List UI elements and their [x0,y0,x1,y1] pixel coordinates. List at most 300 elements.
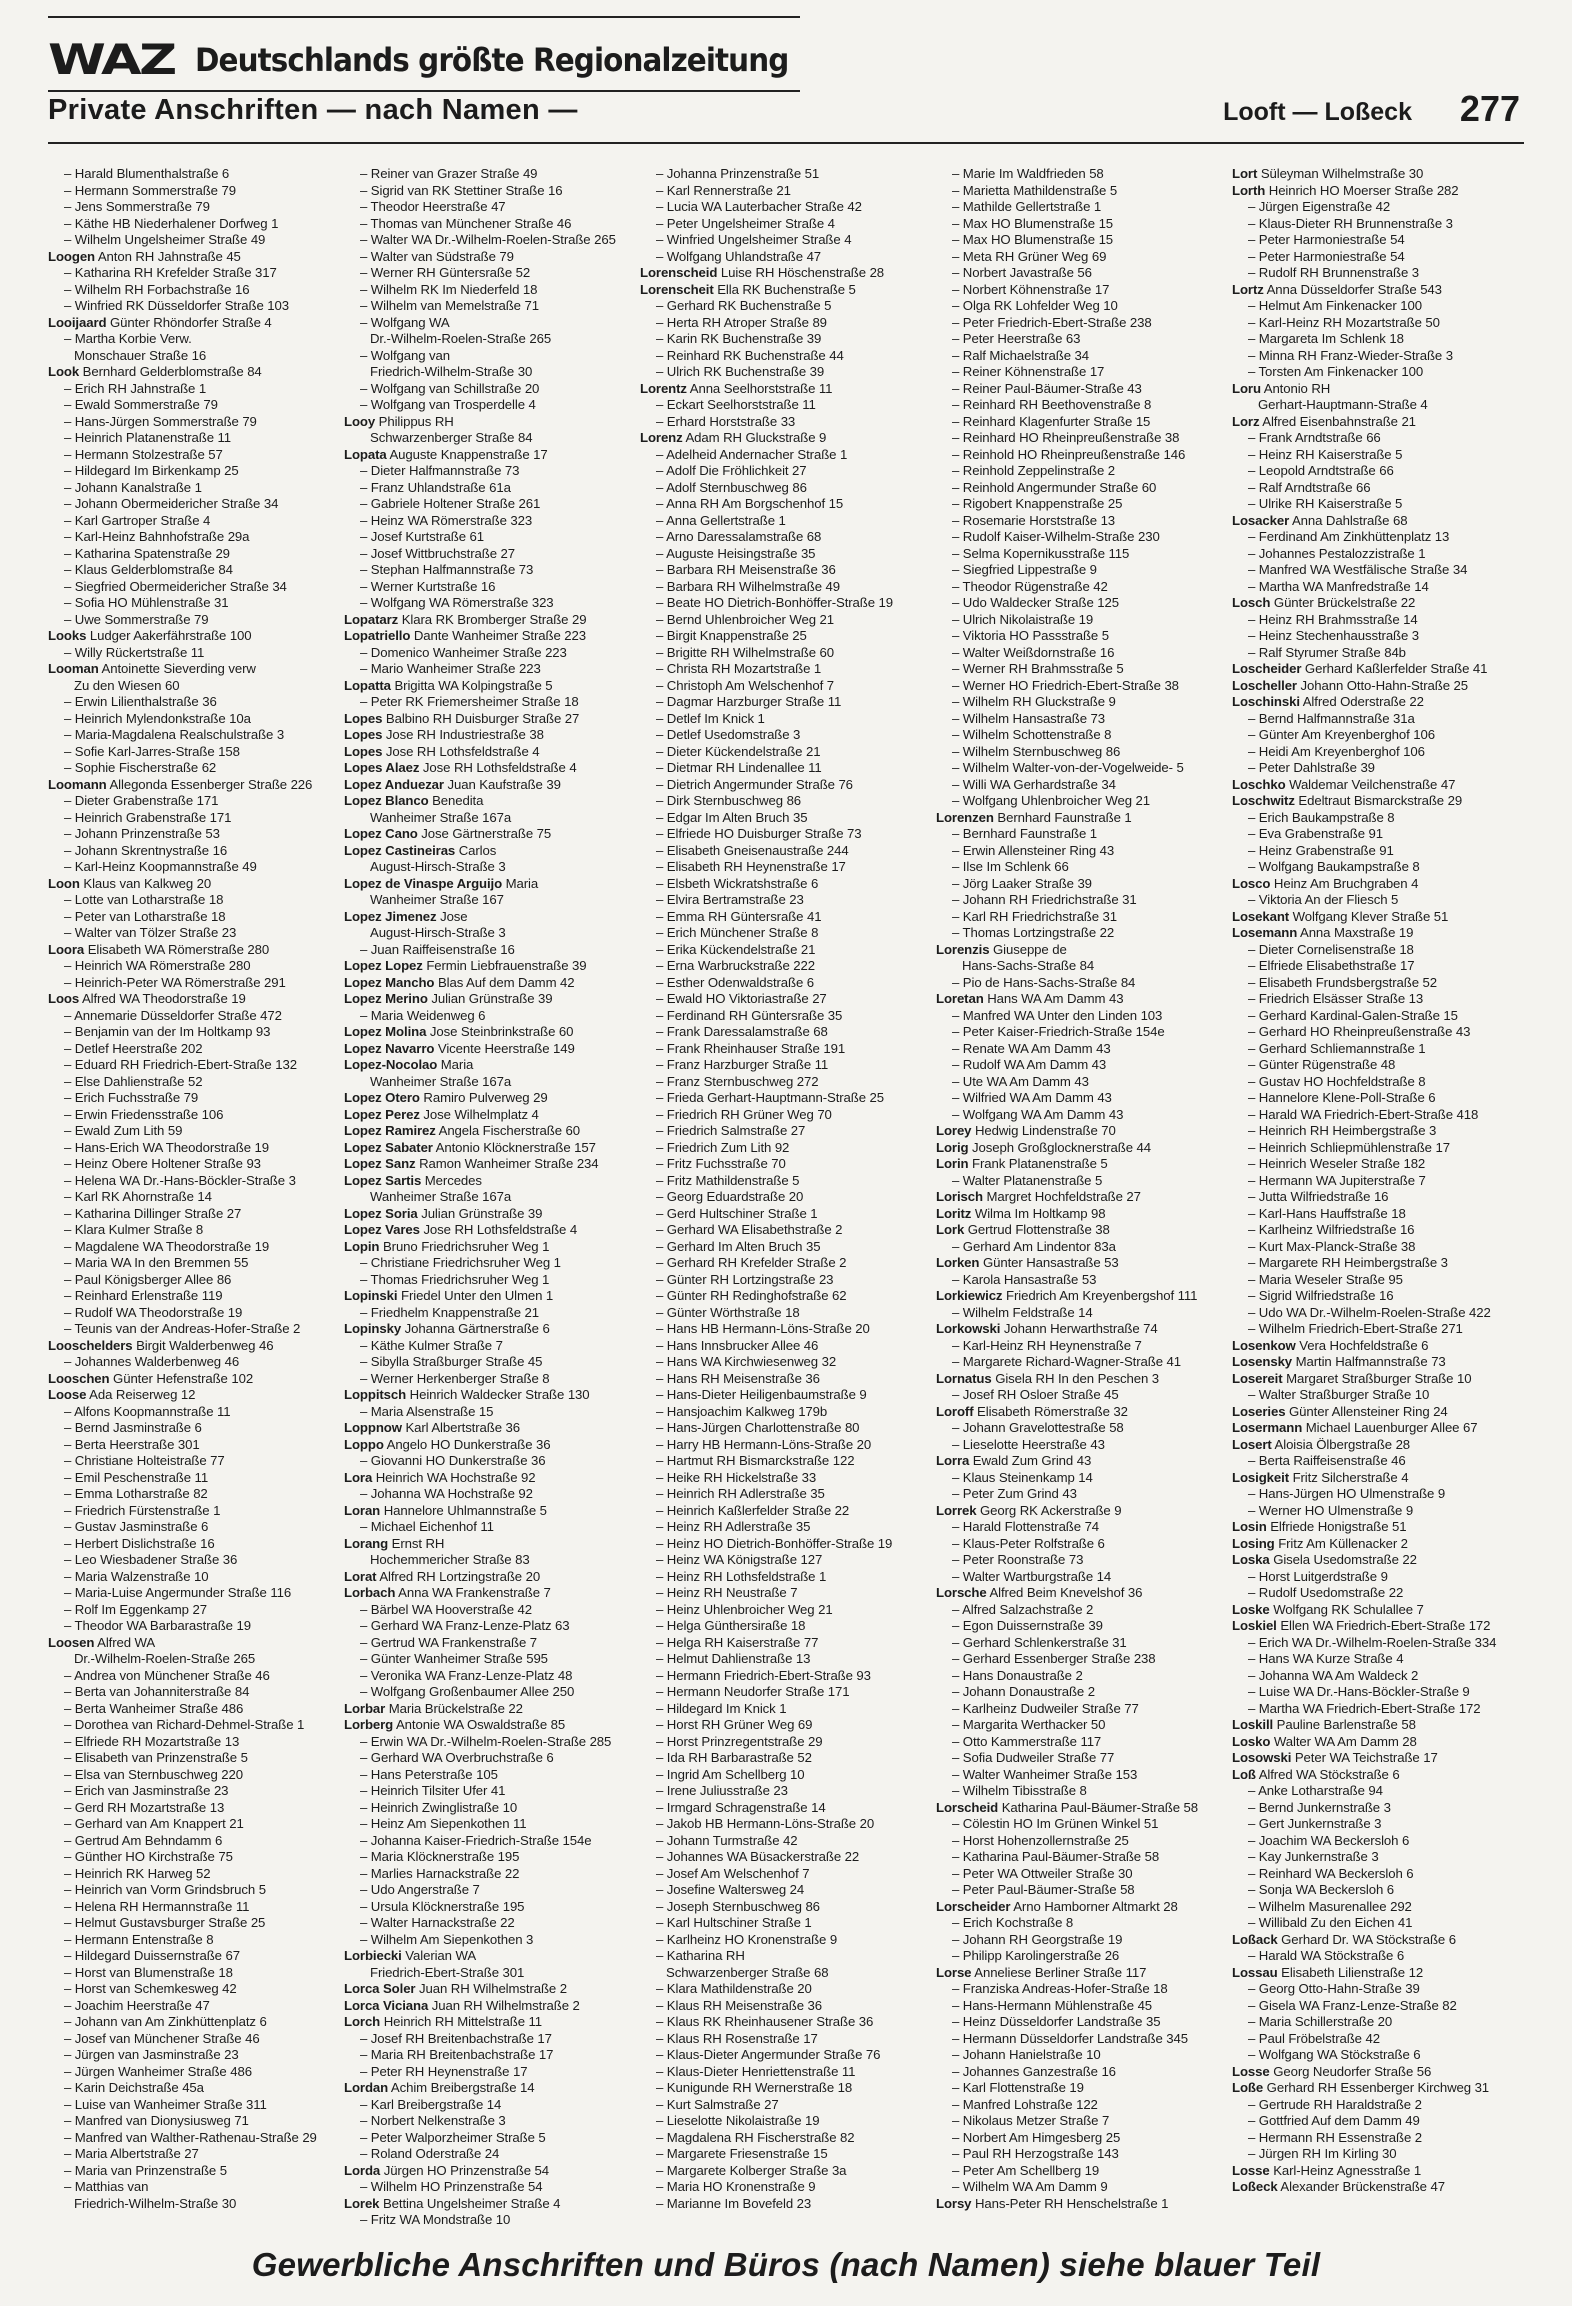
entry-surname-row [1232,1767,1520,1784]
entry-address: Carlos [455,842,497,858]
surname: Lopez Anduezar [344,776,444,792]
entry-address: Antonie WA Oswaldstraße 85 [393,1717,566,1732]
entry-row: – Gert Junkernstraße 3 [1248,1816,1382,1831]
entry-row: – Margarita Werthacker 50 [952,1717,1106,1732]
entry-row: – Gerhard WA Franz-Lenze-Platz 63 [360,1618,570,1633]
entry-row: – Johann Hanielstraße 10 [952,2047,1101,2062]
entry-row: – Gerhard RK Buchenstraße 5 [656,298,832,313]
entry-surname-row [344,1503,632,1520]
surname: Loska [1232,1552,1270,1567]
entry-row: – Margarete Friesenstraße 15 [656,2146,828,2161]
entry-surname-row [1232,2064,1520,2081]
entry-row: – Heinrich-Peter WA Römerstraße 291 [64,974,286,990]
entry-row: – Ute WA Am Damm 43 [952,1073,1089,1089]
surname: Loosen [48,1634,95,1650]
entry-surname-row [936,1140,1224,1157]
entry-row: – Bernd Jasminstraße 6 [64,1420,202,1435]
entry-row: – Wilhelm Masurenallee 292 [1248,1898,1412,1914]
entry-surname-row [1232,166,1520,183]
entry-address: Gertrud Flottenstraße 38 [964,1222,1110,1237]
entry-surname-row [936,1288,1224,1305]
entry-row: – Martha WA Manfredstraße 14 [1248,578,1429,594]
entry-surname-row [344,793,632,810]
entry-row: – Anke Lotharstraße 94 [1248,1783,1383,1798]
surname: Losigkeit [1232,1469,1289,1485]
entry-row: – Dagmar Harzburger Straße 11 [656,694,842,709]
entry-row: – Rudolf WA Theodorstraße 19 [64,1304,243,1320]
surname: Loppo [344,1436,384,1452]
surname: Lorat [344,1568,377,1584]
entry-row: – Selma Kopernikusstraße 115 [952,545,1130,561]
entry-surname-row [1232,1602,1520,1619]
entry-row: – Bernhard Faunstraße 1 [952,826,1098,841]
entry-surname-row [344,2196,632,2213]
entry-row: – Karl Flottenstraße 19 [952,2080,1084,2095]
entry-address: Auguste Knappenstraße 17 [386,446,548,462]
entry-address: Ramon Wanheimer Straße 234 [415,1156,599,1171]
entry-row: – Ida RH Barbarastraße 52 [656,1750,812,1765]
surname: Lorenzen [936,809,994,825]
entry-row: – Helmut Dahlienstraße 13 [656,1651,811,1666]
entry-row: – Josef RH Breitenbachstraße 17 [360,2030,552,2046]
entry-row: – Heinrich RH Heimbergstraße 3 [1248,1123,1437,1138]
entry-row: – Gerhard Essenberger Straße 238 [952,1651,1156,1666]
surname: Looy [344,413,376,429]
entry-address: Klara RK Bromberger Straße 29 [398,611,587,627]
entry-row: – Johanna Kaiser-Friedrich-Straße 154e [360,1832,592,1848]
entry-address: Hans WA Am Damm 43 [983,991,1124,1006]
surname: Losco [1232,875,1271,891]
entry-row: – Egon Duissernstraße 39 [952,1618,1103,1633]
entry-address: Elisabeth WA Römerstraße 280 [84,941,270,957]
entry-address: Ewald Zum Grind 43 [969,1453,1092,1468]
entry-address: Alexander Brückenstraße 47 [1277,2179,1445,2194]
entry-surname-row [344,1470,632,1487]
entry-row: – Cölestin HO Im Grünen Winkel 51 [952,1816,1159,1831]
entry-row: – Heinz RH Lothsfeldstraße 1 [656,1568,827,1584]
entry-row: – Peter Harmoniestraße 54 [1248,232,1405,247]
entry-row: – Wolfgang WA Am Damm 43 [952,1106,1124,1122]
entry-row: – Klaus-Peter Rolfstraße 6 [952,1535,1105,1551]
entry-row: – Karlheinz Dudweiler Straße 77 [952,1700,1139,1716]
entry-continuation: Wanheimer Straße 167a [370,809,512,825]
entry-row: – Peter van Lotharstraße 18 [64,908,226,924]
entry-address: Fermin Liebfrauenstraße 39 [422,958,587,973]
surname: Lopez Merino [344,991,428,1006]
entry-surname-row [48,315,336,332]
entry-surname-row [1232,1536,1520,1553]
entry-row: – Heinrich van Vorm Grindsbruch 5 [64,1882,266,1897]
entry-row: – Dieter Kückendelstraße 21 [656,743,821,759]
entry-continuation: Friedrich-Wilhelm-Straße 30 [370,364,533,379]
entry-row: – Bernd Uhlenbroicher Weg 21 [656,611,835,627]
entry-row: – Peter Dahlstraße 39 [1248,760,1375,775]
entry-surname-row [344,1140,632,1157]
entry-row: – Günter RH Redinghofstraße 62 [656,1288,847,1303]
entry-row: – Walter Harnackstraße 22 [360,1915,515,1930]
entry-row: – Johannes WA Büsackerstraße 22 [656,1849,860,1864]
entry-row: – Arno Daressalamstraße 68 [656,529,822,544]
entry-address: Valerian WA [401,1948,477,1963]
entry-surname-row [48,249,336,266]
entry-address: Karl-Heinz Agnesstraße 1 [1269,2162,1422,2178]
entry-row: – Hans WA Kurze Straße 4 [1248,1651,1404,1666]
entry-address: Balbino RH Duisburger Straße 27 [382,710,580,726]
entry-row: – Josef van Münchener Straße 46 [64,2030,260,2046]
entry-row: – Hermann Entenstraße 8 [64,1931,214,1947]
entry-row: – Jürgen RH Im Kirling 30 [1248,2146,1397,2161]
entry-row: – Gustav Jasminstraße 6 [64,1519,209,1534]
entry-row: – Walter Straßburger Straße 10 [1248,1387,1430,1402]
entry-surname-row [344,612,632,629]
surname: Lorscheider [936,1898,1011,1914]
entry-row: – Gottfried Auf dem Damm 49 [1248,2113,1420,2128]
entry-row: – Detlef Usedomstraße 3 [656,727,801,742]
entry-surname-row [640,265,928,282]
entry-row: – Gerhard RH Krefelder Straße 2 [656,1255,847,1270]
entry-surname-row [344,414,632,431]
entry-address: Blas Auf dem Damm 42 [434,974,575,990]
entry-row: – Heike RH Hickelstraße 33 [656,1469,817,1485]
entry-row: – Horst RH Grüner Weg 69 [656,1717,813,1732]
surname: Lopez Mancho [344,974,435,990]
surname: Lopatta [344,677,391,693]
entry-address: Jose RH Lothsfeldstraße 4 [419,760,577,775]
entry-row: – Frank Arndtstraße 66 [1248,430,1381,445]
entry-address: Frank Platanenstraße 5 [968,1156,1108,1171]
entry-row: – Horst Luitgerdstraße 9 [1248,1568,1388,1584]
surname: Lora [344,1469,373,1485]
entry-surname-row [48,1387,336,1404]
entry-surname-row [1232,1932,1520,1949]
entry-address: Alfred Oderstraße 22 [1299,694,1424,709]
entry-row: – Jakob HB Hermann-Löns-Straße 20 [656,1816,875,1831]
entry-row: – Horst van Schemkesweg 42 [64,1981,237,1996]
entry-row: – Hans-Hermann Mühlenstraße 45 [952,1997,1153,2013]
entry-row: – Adolf Sternbuschweg 86 [656,479,807,495]
surname: Lorenzis [936,941,990,957]
entry-surname-row [344,777,632,794]
entry-row: – Käthe HB Niederhalener Dorfweg 1 [64,215,279,231]
entry-row: – Heinrich RK Harweg 52 [64,1865,211,1881]
surname: Lopez Soria [344,1205,418,1221]
entry-row: – Heinrich Mylendonkstraße 10a [64,710,251,726]
entry-row: – Horst Prinzregentstraße 29 [656,1733,823,1749]
entry-address: Alfred RH Lortzingstraße 20 [376,1568,541,1584]
entry-row: – Peter Zum Grind 43 [952,1486,1077,1501]
entry-address: Anna Dahlstraße 68 [1289,512,1408,528]
entry-row: – Ursula Klöcknerstraße 195 [360,1898,525,1914]
surname: Loßeck [1232,2179,1278,2194]
entry-row: – Manfred WA Westfälische Straße 34 [1248,562,1468,577]
surname: Lopez Jimenez [344,908,437,924]
entry-row: – Heinz RH Neustraße 7 [656,1585,798,1600]
entry-row: – Maria Weseler Straße 95 [1248,1271,1403,1287]
surname: Lorberg [344,1717,394,1732]
surname: Lorkowski [936,1321,1001,1336]
entry-row: – Werner HO Friedrich-Ebert-Straße 38 [952,677,1179,693]
entry-row: – Harald Blumenthalstraße 6 [64,166,230,181]
entry-row: – Joachim WA Beckersloh 6 [1248,1832,1410,1848]
entry-row: – Johanna WA Am Waldeck 2 [1248,1667,1419,1683]
entry-row: – Ulrich Nikolaistraße 19 [952,611,1094,627]
entry-row: – Hildegard Duissernstraße 67 [64,1948,240,1963]
entry-row: – Veronika WA Franz-Lenze-Platz 48 [360,1667,573,1683]
entry-continuation: August-Hirsch-Straße 3 [370,859,506,874]
entry-row: – Wilfried WA Am Damm 43 [952,1090,1112,1105]
entry-row: – Udo Angerstraße 7 [360,1882,480,1897]
entry-row: – Heinz Uhlenbroicher Weg 21 [656,1601,833,1617]
surname: Loon [48,875,80,891]
entry-address: Ada Reiserweg 12 [86,1387,196,1402]
entry-surname-row [936,1800,1224,1817]
entry-row: – Hans-Dieter Heiligenbaumstraße 9 [656,1387,867,1402]
entry-row: – Lotte van Lotharstraße 18 [64,892,224,907]
entry-row: – Walter Wanheimer Straße 153 [952,1766,1138,1782]
entry-surname-row [1232,1437,1520,1454]
entry-row: – Elsbeth Wickratshstraße 6 [656,875,819,891]
surname: Loscheider [1232,661,1302,676]
entry-address: Heinz Am Bruchgraben 4 [1270,875,1419,891]
entry-row: – Karin RK Buchenstraße 39 [656,331,822,346]
entry-row: – Willibald Zu den Eichen 41 [1248,1915,1413,1930]
entry-row: – Ewald HO Viktoriastraße 27 [656,991,827,1006]
entry-row: – Maria WA In den Bremmen 55 [64,1255,249,1270]
surname: Lopez Sartis [344,1172,422,1188]
surname: Loß [1232,1766,1256,1782]
entry-row: – Günther HO Kirchstraße 75 [64,1849,233,1864]
entry-row: – Johannes Walderbenweg 46 [64,1354,240,1369]
entry-address: Alfred WA Theodorstraße 19 [79,991,246,1006]
entry-address: Maria [502,875,539,891]
entry-row: – Wilhelm Walter-von-der-Vogelweide- 5 [952,760,1184,775]
entry-address: Antonio RH [1260,380,1331,396]
entry-row: – Johann Gravelottestraße 58 [952,1420,1124,1435]
entry-surname-row [1232,2179,1520,2196]
entry-row: – Gertrud Am Behndamm 6 [64,1832,223,1848]
entry-continuation: August-Hirsch-Straße 3 [370,925,506,940]
surname: Lorz [1232,413,1260,429]
entry-surname-row [48,876,336,893]
entry-row: – Erwin Friedensstraße 106 [64,1106,224,1122]
entry-address: Pauline Barlenstraße 58 [1273,1717,1416,1732]
entry-row: – Hans-Jürgen HO Ulmenstraße 9 [1248,1486,1446,1501]
surname: Losowski [1232,1750,1292,1765]
entry-row: – Heinz Stechenhausstraße 3 [1248,628,1420,643]
surname: Lopatriello [344,628,411,643]
entry-surname-row [344,1998,632,2015]
entry-row: – Käthe Kulmer Straße 7 [360,1337,503,1353]
entry-row: – Joachim Heerstraße 47 [64,1997,210,2013]
surname: Lopez Molina [344,1024,427,1039]
entry-row: – Kurt Max-Planck-Straße 38 [1248,1238,1416,1254]
entry-row: – Mathilde Gellertstraße 1 [952,199,1102,214]
surname: Lopez Castineiras [344,842,456,858]
entry-row: – Reiner Paul-Bäumer-Straße 43 [952,380,1142,396]
entry-address: Gerhard Dr. WA Stöckstraße 6 [1277,1931,1456,1947]
entry-surname-row [1232,793,1520,810]
entry-continuation: Schwarzenberger Straße 68 [666,1964,829,1980]
entry-row: – Karl-Heinz RH Mozartstraße 50 [1248,314,1440,330]
surname: Lorenscheid [640,265,718,280]
entry-row: – Hildegard Im Birkenkamp 25 [64,463,239,478]
entry-address: Vera Hochfeldstraße 6 [1295,1337,1429,1353]
entry-continuation: Wanheimer Straße 167a [370,1189,512,1204]
entry-row: – Rigobert Knappenstraße 25 [952,496,1123,511]
entry-row: – Sibylla Straßburger Straße 45 [360,1354,543,1369]
entry-row: – Hans-Erich WA Theodorstraße 19 [64,1139,269,1155]
entry-row: – Ingrid Am Schellberg 10 [656,1766,805,1782]
entry-surname-row [1232,661,1520,678]
entry-surname-row [344,1173,632,1190]
entry-surname-row [640,381,928,398]
entry-address: Allegonda Essenberger Straße 226 [106,776,313,792]
entry-row: – Günter Am Kreyenberghof 106 [1248,727,1435,742]
entry-row: – Friedhelm Knappenstraße 21 [360,1304,539,1320]
entry-address: Walter WA Am Damm 28 [1270,1733,1417,1749]
entry-row: – Annemarie Düsseldorfer Straße 472 [64,1007,282,1023]
entry-row: – Gabriele Holtener Straße 261 [360,496,541,511]
entry-surname-row [936,1206,1224,1223]
entry-row: – Matthias van [64,2179,149,2194]
entry-row: – Ralf Arndtstraße 66 [1248,479,1371,495]
entry-row: – Reinhold HO Rheinpreußenstraße 146 [952,446,1186,462]
entry-address: Gerhard RH Essenberger Kirchweg 31 [1263,2080,1490,2095]
entry-row: – Adolf Die Fröhlichkeit 27 [656,463,807,478]
entry-row: – Roland Oderstraße 24 [360,2146,500,2161]
entry-row: – Eva Grabenstraße 91 [1248,826,1383,841]
entry-row: – Josef Wittbruchstraße 27 [360,545,515,561]
entry-row: – Margareta Im Schlenk 18 [1248,331,1404,346]
entry-continuation: Monschauer Straße 16 [74,347,207,363]
entry-row: – Karl-Heinz Bahnhofstraße 29a [64,529,250,544]
entry-row: – Dirk Sternbuschweg 86 [656,793,802,808]
entry-surname-row [48,1371,336,1388]
entry-row: – Reinhard RK Buchenstraße 44 [656,347,844,363]
entry-address: Heinrich Waldecker Straße 130 [406,1387,590,1402]
entry-row: – Jürgen Wanheimer Straße 486 [64,2063,252,2079]
entry-row: – Wilhelm Hansastraße 73 [952,710,1105,726]
entry-row: – Gertrude RH Haraldstraße 2 [1248,2096,1422,2112]
entry-address: Elisabeth Lilienstraße 12 [1277,1964,1424,1980]
entry-row: – Irmgard Schragenstraße 14 [656,1799,826,1815]
entry-row: – Fritz Fuchsstraße 70 [656,1156,786,1171]
entry-surname-row [344,711,632,728]
entry-surname-row [344,876,632,893]
entry-surname-row [1232,1734,1520,1751]
entry-row: – Rolf Im Eggenkamp 27 [64,1601,207,1617]
entry-row: – Bernd Junkernstraße 3 [1248,1799,1391,1815]
entry-row: – Bernd Halfmannstraße 31a [1248,710,1415,726]
entry-row: – Peter Am Schellberg 19 [952,2162,1100,2178]
entry-row: – Wilhelm RH Forbachstraße 16 [64,281,250,297]
entry-row: – Peter Roonstraße 73 [952,1552,1084,1567]
entry-row: – Wilhelm van Memelstraße 71 [360,298,539,313]
entry-row: – Erika Kückendelstraße 21 [656,941,816,957]
entry-row: – Eduard RH Friedrich-Ebert-Straße 132 [64,1057,297,1072]
entry-address: Süleyman Wilhelmstraße 30 [1257,166,1424,181]
entry-row: – Johann van Am Zinkhüttenplatz 6 [64,2014,267,2029]
surname: Lopinski [344,1288,398,1303]
entry-row: – Karl RK Ahornstraße 14 [64,1189,212,1204]
entry-row: – Walter WA Dr.-Wilhelm-Roelen-Straße 265 [360,232,616,247]
entry-row: – Torsten Am Finkenacker 100 [1248,364,1424,379]
entry-address: Julian Grünstraße 39 [427,991,553,1006]
entry-row: – Erich Münchener Straße 8 [656,925,819,940]
entry-row: – Maria RH Breitenbachstraße 17 [360,2047,554,2062]
entry-address: Günter Brückelstraße 22 [1270,595,1416,610]
entry-address: Margret Hochfeldstraße 27 [982,1189,1141,1204]
entry-row: – Peter Friedrich-Ebert-Straße 238 [952,314,1152,330]
surname: Lopez-Nocolao [344,1057,438,1072]
entry-row: – Maria Alsenstraße 15 [360,1403,494,1419]
entry-row: – Manfred van Walther-Rathenau-Straße 29 [64,2129,317,2145]
entry-row: – Hermann Sommerstraße 79 [64,182,236,198]
footer-note: Gewerbliche Anschriften und Büros (nach Namen) siehe blauer Teil [251,2246,1321,2283]
surname: Losenkow [1232,1337,1296,1353]
surname: Lorek [344,2195,380,2211]
entry-row: – Ilse Im Schlenk 66 [952,859,1069,874]
entry-address: Elisabeth Römerstraße 32 [973,1403,1128,1419]
entry-row: – Katharina Paul-Bäumer-Straße 58 [952,1849,1160,1864]
entry-surname-row [936,1321,1224,1338]
entry-row: – Reinhold Angermunder Straße 60 [952,479,1157,495]
surname: Losse [1232,2063,1270,2079]
entry-address: Fritz Am Küllenacker 2 [1274,1535,1408,1551]
entry-surname-row [344,1420,632,1437]
entry-row: – Erich Kochstraße 8 [952,1915,1074,1930]
entry-address: Angela Fischerstraße 60 [435,1123,580,1138]
entry-row: – Berta Raiffeisenstraße 46 [1248,1453,1406,1468]
entry-row: – Andrea von Münchener Straße 46 [64,1667,270,1683]
entry-surname-row [344,2080,632,2097]
entry-row: – Erich Fuchsstraße 79 [64,1090,199,1105]
entry-row: – Hannelore Klene-Poll-Straße 6 [1248,1090,1436,1105]
entry-row: – Emma Lotharstraße 82 [64,1486,208,1501]
entry-row: – Rudolf Usedomstraße 22 [1248,1585,1404,1600]
entry-row: – Katharina Spatenstraße 29 [64,545,230,561]
surname: Loscheller [1232,677,1297,693]
entry-row: – Ferdinand Am Zinkhüttenplatz 13 [1248,529,1450,544]
entry-address: Georg Neudorfer Straße 56 [1269,2063,1432,2079]
entry-row: – Gerhard Schlenkerstraße 31 [952,1634,1127,1650]
entry-address: Jürgen HO Prinzenstraße 54 [380,2162,549,2178]
entry-row: – Maria-Magdalena Realschulstraße 3 [64,727,285,742]
entry-surname-row [344,991,632,1008]
entry-row: – Viktoria An der Fliesch 5 [1248,892,1399,907]
entry-row: – Leo Wiesbadener Straße 36 [64,1552,238,1567]
entry-surname-row [48,364,336,381]
entry-address: Günter Hefenstraße 102 [109,1370,254,1386]
entry-surname-row [344,1387,632,1404]
surname: Lopez Vares [344,1222,420,1237]
entry-row: – Wilhelm WA Am Damm 9 [952,2179,1108,2194]
entry-row: – Günter RH Lortzingstraße 23 [656,1271,834,1287]
entry-row: – Katharina Dillinger Straße 27 [64,1205,242,1221]
entry-row: – Thomas van Münchener Straße 46 [360,215,572,231]
entry-row: – Johann Skrentnystraße 16 [64,842,228,858]
entry-surname-row [936,1156,1224,1173]
entry-surname-row [936,1453,1224,1470]
entry-address: Bruno Friedrichsruher Weg 1 [379,1238,550,1254]
entry-address: Gisela Usedomstraße 22 [1269,1552,1417,1567]
entry-row: – Klaus Gelderblomstraße 84 [64,562,233,577]
entry-row: – Sofie Karl-Jarres-Straße 158 [64,743,240,759]
entry-address: Alfred WA Stöckstraße 6 [1255,1766,1400,1782]
entry-row: – Erwin WA Dr.-Wilhelm-Roelen-Straße 285 [360,1733,612,1749]
entry-row: – Wolfgang van Schillstraße 20 [360,380,540,396]
surname: Lorbach [344,1585,396,1600]
